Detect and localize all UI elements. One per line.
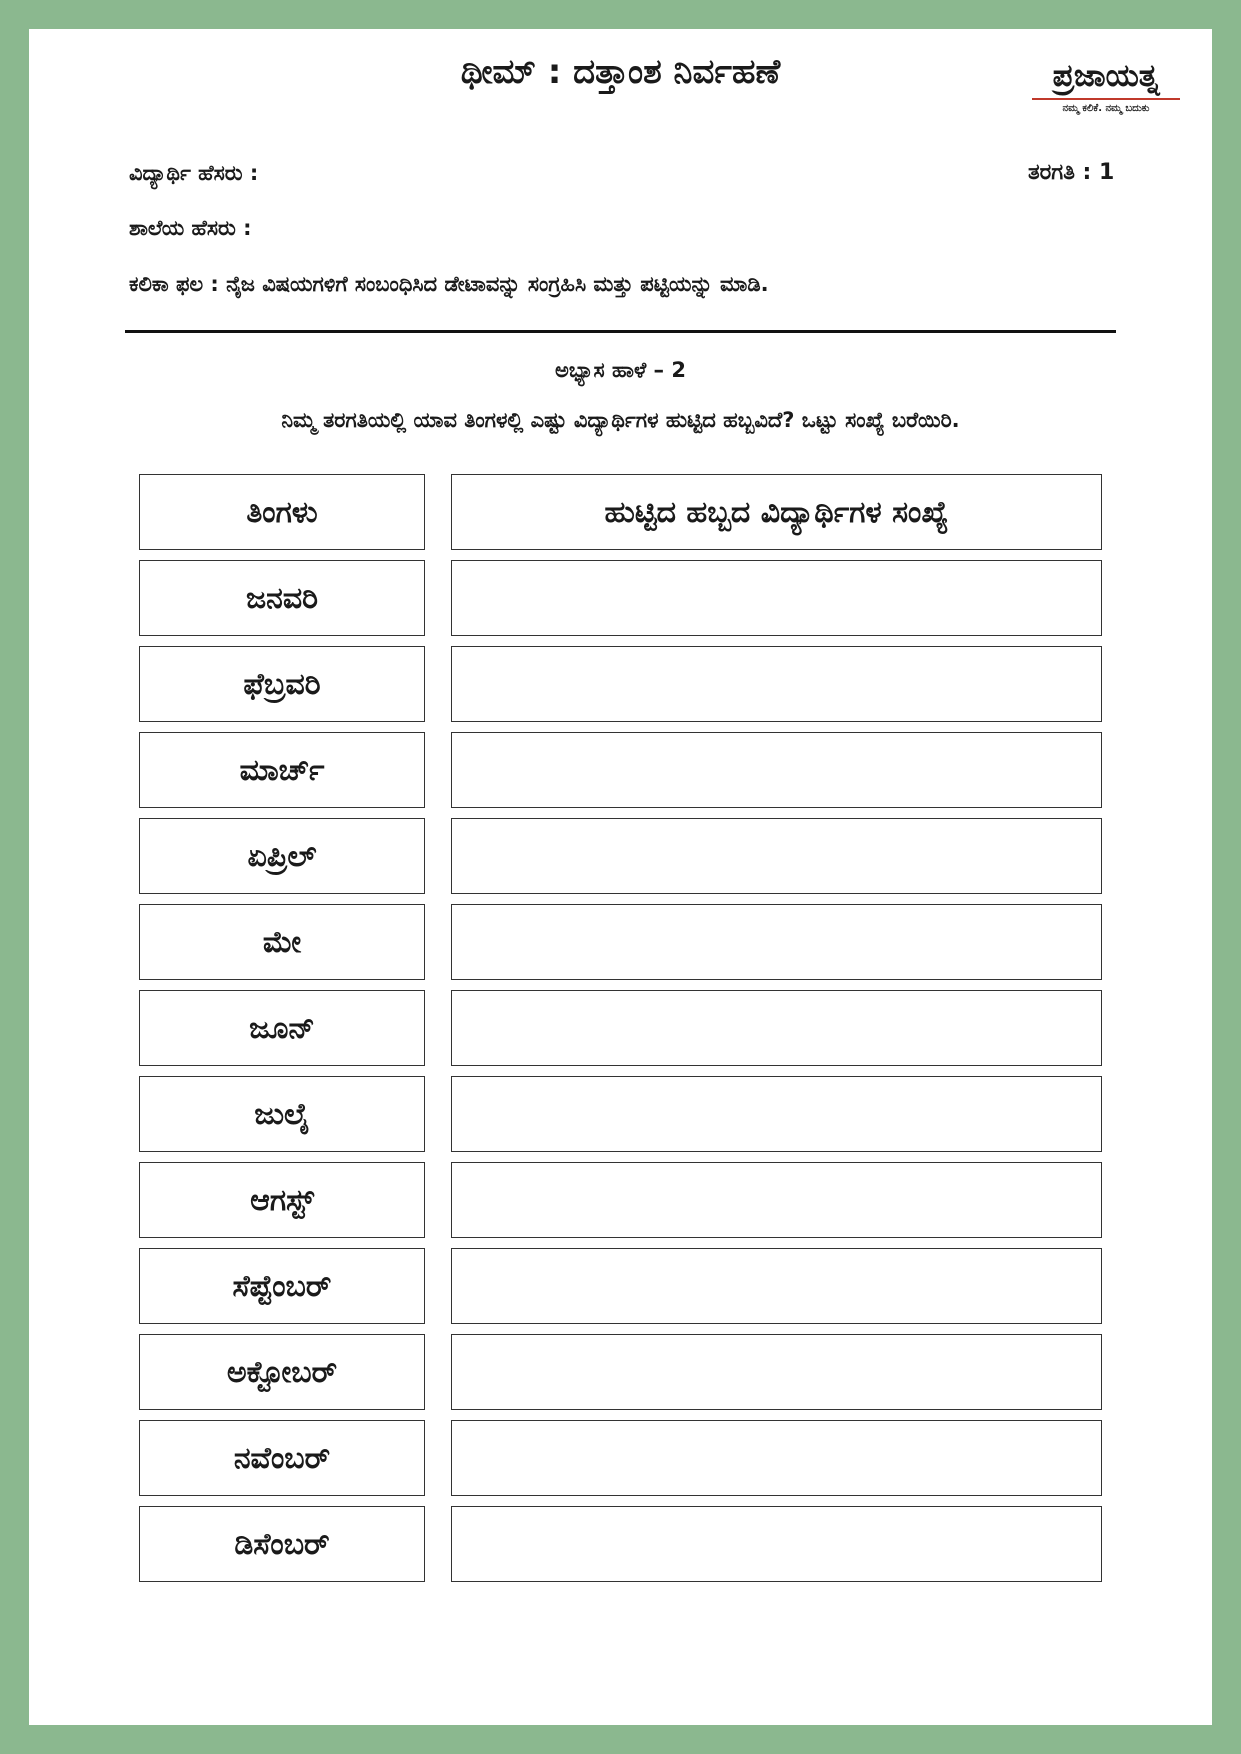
count-entry-box[interactable] [451,904,1102,980]
table-row [139,1506,1102,1582]
table-row [139,818,1102,894]
month-cell: ಮಾರ್ಚ್ [139,732,425,808]
count-entry-box[interactable] [451,646,1102,722]
table-header-row [139,474,1102,550]
count-entry-box[interactable] [451,1334,1102,1410]
count-entry-box[interactable] [451,818,1102,894]
class-label: ತರಗತಿ : 1 [1028,160,1115,185]
month-cell: ಫೆಬ್ರವರಿ [139,646,425,722]
count-entry-box[interactable] [451,1162,1102,1238]
table-row [139,732,1102,808]
table-row [139,560,1102,636]
count-entry-box[interactable] [451,1248,1102,1324]
table-row [139,904,1102,980]
month-cell: ಜೂನ್ [139,990,425,1066]
table-row [139,990,1102,1066]
worksheet-title: ಥೀಮ್ : ದತ್ತಾಂಶ ನಿರ್ವಹಣೆ [460,52,781,92]
month-cell: ಏಪ್ರಿಲ್ [139,818,425,894]
table-row [139,1420,1102,1496]
count-entry-box[interactable] [451,560,1102,636]
logo-tagline: ನಮ್ಮ ಕಲಿಕೆ. ನಮ್ಮ ಬದುಕು [1062,103,1150,114]
month-cell: ಮೇ [139,904,425,980]
birthday-table [139,474,1102,1592]
logo-name: ಪ್ರಜಾಯತ್ನ [1032,58,1180,100]
section-divider [125,330,1116,333]
header-month-cell: ತಿಂಗಳು [139,474,425,550]
month-cell: ಸೆಪ್ಟೆಂಬರ್ [139,1248,425,1324]
exercise-question: ನಿಮ್ಮ ತರಗತಿಯಲ್ಲಿ ಯಾವ ತಿಂಗಳಲ್ಲಿ ಎಷ್ಟು ವಿದ್ಯಾರ್ಥಿಗಳ ಹುಟ್ಟಿದ ಹಬ್ಬವಿದೆ? ಒಟ್ಟು ಸಂಖ್ಯೆ ಬರೆಯಿರಿ. [281,408,960,432]
school-name-label: ಶಾಲೆಯ ಹೆಸರು : [129,216,252,240]
count-entry-box[interactable] [451,1506,1102,1582]
count-entry-box[interactable] [451,1076,1102,1152]
table-row [139,1076,1102,1152]
student-name-label: ವಿದ್ಯಾರ್ಥಿ ಹೆಸರು : [129,161,259,185]
exercise-title: ಅಭ್ಯಾಸ ಹಾಳೆ – 2 [555,358,686,382]
month-cell: ನವೆಂಬರ್ [139,1420,425,1496]
brand-logo [1032,58,1180,114]
month-cell: ಡಿಸೆಂಬರ್ [139,1506,425,1582]
count-entry-box[interactable] [451,732,1102,808]
table-row [139,1248,1102,1324]
count-entry-box[interactable] [451,1420,1102,1496]
table-row [139,1334,1102,1410]
table-row [139,1162,1102,1238]
table-row [139,646,1102,722]
month-cell: ಅಕ್ಟೋಬರ್ [139,1334,425,1410]
count-entry-box[interactable] [451,990,1102,1066]
month-cell: ಜನವರಿ [139,560,425,636]
header-count-cell: ಹುಟ್ಟಿದ ಹಬ್ಬದ ವಿದ್ಯಾರ್ಥಿಗಳ ಸಂಖ್ಯೆ [451,474,1102,550]
month-cell: ಆಗಸ್ಟ್ [139,1162,425,1238]
learning-outcome: ಕಲಿಕಾ ಫಲ : ನೈಜ ವಿಷಯಗಳಿಗೆ ಸಂಬಂಧಿಸಿದ ಡೇಟಾವನ್ನು ಸಂಗ್ರಹಿಸಿ ಮತ್ತು ಪಟ್ಟಿಯನ್ನು ಮಾಡಿ. [129,272,769,296]
month-cell: ಜುಲೈ [139,1076,425,1152]
